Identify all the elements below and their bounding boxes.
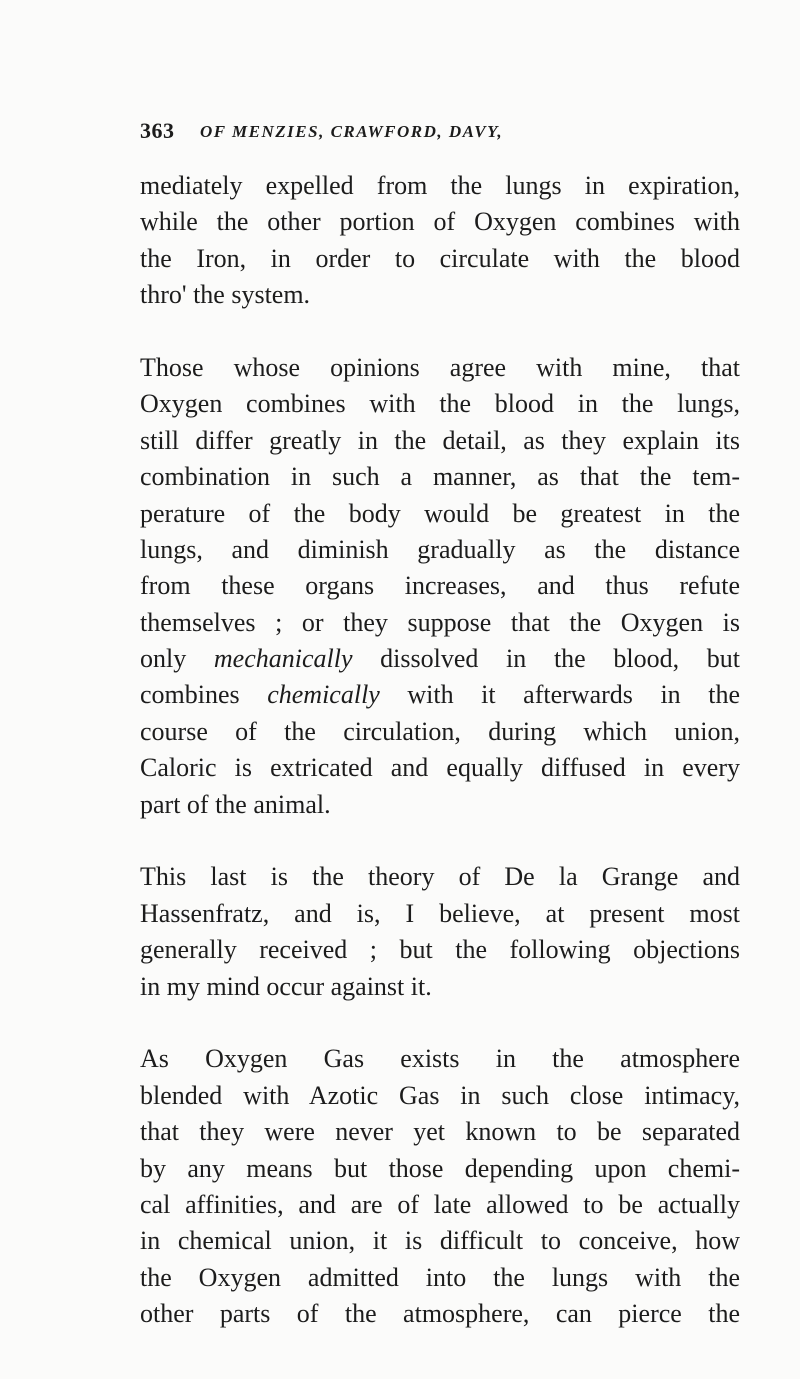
- text-line: combination in such a manner, as that the tem-: [140, 462, 740, 492]
- text-line: in chemical union, it is difficult to conceive, how: [140, 1226, 740, 1256]
- text-line: Hassenfratz, and is, I believe, at present most: [140, 898, 740, 928]
- italic-word: mechanically: [213, 644, 353, 674]
- text-line: from these organs increases, and thus refute: [140, 571, 740, 601]
- text-line: This last is the theory of De la Grange and: [140, 862, 740, 892]
- text-line: still differ greatly in the detail, as they explain its: [140, 425, 740, 455]
- paragraph-2: [140, 350, 740, 823]
- text-line: As Oxygen Gas exists in the atmosphere: [140, 1044, 740, 1074]
- text-line: cal affinities, and are of late allowed to be actually: [140, 1189, 740, 1219]
- text-line: that they were never yet known to be separated: [140, 1117, 740, 1147]
- page-number: 363: [140, 118, 175, 143]
- text-segment: dissolved in the blood, but: [352, 644, 740, 674]
- running-head-title: OF MENZIES, CRAWFORD, DAVY,: [200, 122, 504, 141]
- text-line: Caloric is extricated and equally diffused in every: [140, 753, 740, 783]
- text-line: blended with Azotic Gas in such close intimacy,: [140, 1080, 740, 1110]
- text-segment: only: [140, 644, 214, 674]
- text-line: the Oxygen admitted into the lungs with the: [140, 1262, 740, 1292]
- text-line: course of the circulation, during which union,: [140, 716, 740, 746]
- text-line: in my mind occur against it.: [140, 971, 432, 1001]
- paragraph-1: [140, 168, 740, 314]
- text-line: the Iron, in order to circulate with the blood: [140, 243, 740, 273]
- paragraph-3: [140, 859, 740, 1005]
- text-line: thro' the system.: [140, 280, 311, 310]
- text-line-with-italic: [140, 641, 740, 677]
- body-text: [140, 168, 740, 1333]
- text-line: Those whose opinions agree with mine, that: [140, 352, 740, 382]
- text-line: Oxygen combines with the blood in the lungs,: [140, 389, 740, 419]
- text-line: while the other portion of Oxygen combines with: [140, 207, 740, 237]
- text-line: mediately expelled from the lungs in expiration,: [140, 171, 740, 200]
- text-line: part of the animal.: [140, 789, 331, 819]
- text-line: themselves ; or they suppose that the Oxygen is: [140, 607, 740, 637]
- text-line: generally received ; but the following objections: [140, 935, 740, 965]
- text-line: lungs, and diminish gradually as the distance: [140, 534, 740, 564]
- text-segment: with it afterwards in the: [379, 680, 740, 710]
- running-head: [140, 118, 740, 148]
- text-line: other parts of the atmosphere, can pierce the: [140, 1299, 740, 1329]
- italic-word: chemically: [267, 680, 380, 710]
- text-line-with-italic: [140, 677, 740, 713]
- text-line: by any means but those depending upon chemi-: [140, 1153, 740, 1183]
- paragraph-gap: [140, 314, 740, 350]
- text-line: perature of the body would be greatest in the: [140, 498, 740, 528]
- paragraph-gap: [140, 823, 740, 859]
- paragraph-4: [140, 1041, 740, 1332]
- text-segment: combines: [140, 680, 268, 710]
- paragraph-gap: [140, 1005, 740, 1041]
